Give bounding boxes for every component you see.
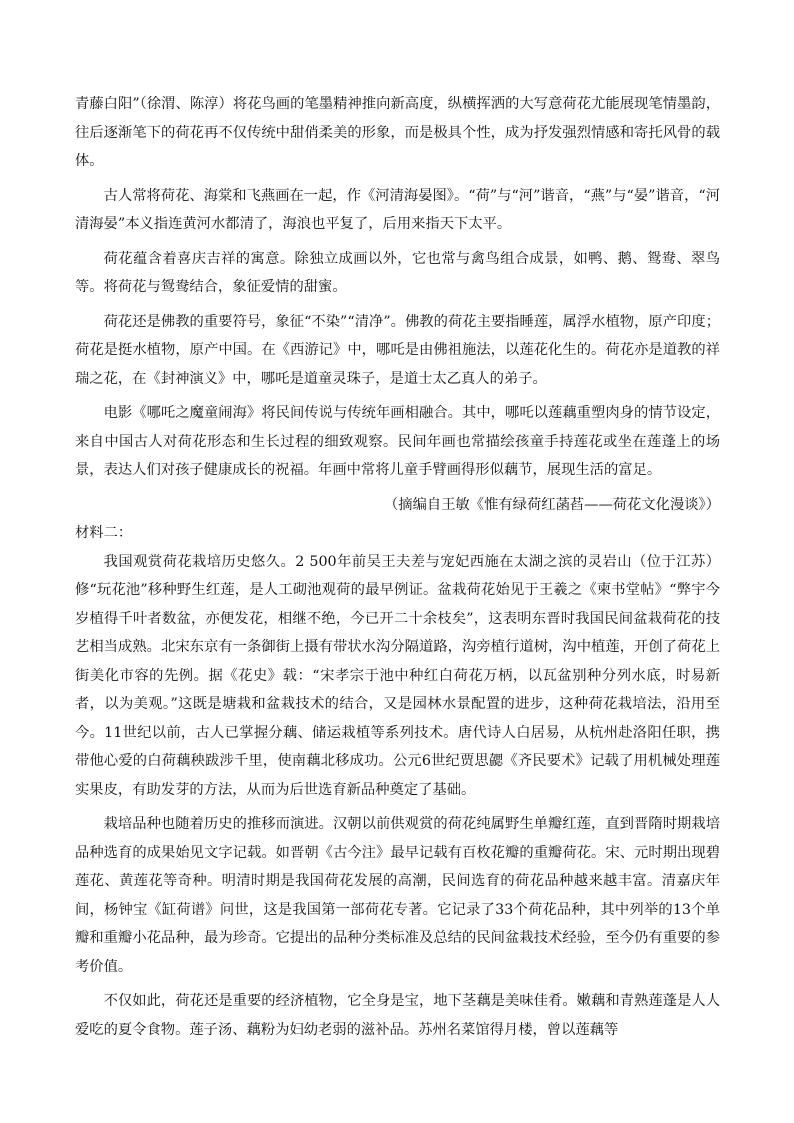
- paragraph: 电影《哪吒之魔童闹海》将民间传说与传统年画相融合。其中，哪吒以莲藕重塑肉身的情节设定，来自中国古人对荷花形态和生长过程的细致观察。民间年画也常描绘孩童手持莲花或坐在莲蓬上的场景，表达人们对孩子健康成长的祝福。年画中常将儿童手臂画得形似藕节，展现生活的富足。: [75, 405, 720, 478]
- source-citation: （摘编自王敏《惟有绿荷红菡萏——荷花文化漫谈》）: [384, 496, 720, 513]
- paragraph: 不仅如此，荷花还是重要的经济植物，它全身是宝，地下茎藕是美味佳肴。嫩藕和青熟莲蓬是人人爱吃的夏令食物。莲子汤、藕粉为妇幼老弱的滋补品。苏州名菜馆得月楼，曾以莲藕等: [75, 993, 720, 1038]
- paragraph: 荷花蕴含着喜庆吉祥的寓意。除独立成画以外，它也常与禽鸟组合成景，如鸭、鹅、鸳鸯、翠鸟等。将荷花与鸳鸯结合，象征爱情的甜蜜。: [75, 250, 720, 295]
- section-label: 材料二：: [75, 525, 133, 541]
- document-page: [75, 90, 720, 1050]
- paragraph: 荷花还是佛教的重要符号，象征“不染”“清净”。佛教的荷花主要指睡莲，属浮水植物，原产印度；荷花是挺水植物，原产中国。在《西游记》中，哪吒是由佛祖施法，以莲花化生的。荷花亦是道教的祥瑞之花，在《封神演义》中，哪吒是道童灵珠子，是道士太乙真人的弟子。: [75, 313, 720, 387]
- paragraph: 栽培品种也随着历史的推移而演进。汉朝以前供观赏的荷花纯属野生单瓣红莲，直到晋隋时期栽培品种选育的成果始见文字记载。如晋朝《古今注》最早记载有百枚花瓣的重瓣荷花。宋、元时期出现碧莲花、黄莲花等奇种。明清时期是我国荷花发展的高潮，民间选育的荷花品种越来越丰富。清嘉庆年间，杨钟宝《缸荷谱》问世，这是我国第一部荷花专著。它记录了33个荷花品种，其中列举的13个单瓣和重瓣小花品种，最为珍奇。它提出的品种分类标准及总结的民间盆栽技术经验，至今仍有重要的参考价值。: [75, 816, 720, 975]
- paragraph: 古人常将荷花、海棠和飞燕画在一起，作《河清海晏图》。“荷”与“河”谐音，“燕”与“晏”谐音，“河清海晏”本义指连黄河水都清了，海浪也平复了，后用来指天下太平。: [75, 187, 720, 232]
- paragraph: 青藤白阳”（徐渭、陈淳）将花鸟画的笔墨精神推向新高度，纵横挥洒的大写意荷花尤能展现笔情墨韵，往后逐渐笔下的荷花再不仅传统中甜俏柔美的形象，而是极具个性，成为抒发强烈情感和寄托风骨的载体。: [75, 96, 720, 169]
- paragraph: 我国观赏荷花栽培历史悠久。2 500年前吴王夫差与宠妃西施在太湖之滨的灵岩山（位于江苏）修“玩花池”移种野生红莲，是人工砌池观荷的最早例证。盆栽荷花始见于王羲之《柬书堂帖》“弊宇今岁植得千叶者数盆，亦便发花，相继不绝，今已开二十余枝矣”，这表明东晋时我国民间盆栽荷花的技艺相当成熟。北宋东京有一条御街上摄有带状水沟分隔道路，沟旁植行道树，沟中植莲，开创了荷花上街美化市容的先例。据《花史》载：“宋孝宗于池中种红白荷花万柄，以瓦盆别种分列水底，时易新者，以为美观。”这既是塘栽和盆栽技术的结合，又是园林水景配置的进步，这种荷花栽培法，沿用至今。11世纪以前，古人已掌握分藕、储运栽植等系列技术。唐代诗人白居易，从杭州赴洛阳任职，携带他心爱的白荷藕秧跋涉千里，使南藕北移成功。公元6世纪贾思勰《齐民要术》记载了用机械处理莲实果皮，有助发芽的方法，从而为后世选育新品种奠定了基础。: [75, 553, 720, 798]
